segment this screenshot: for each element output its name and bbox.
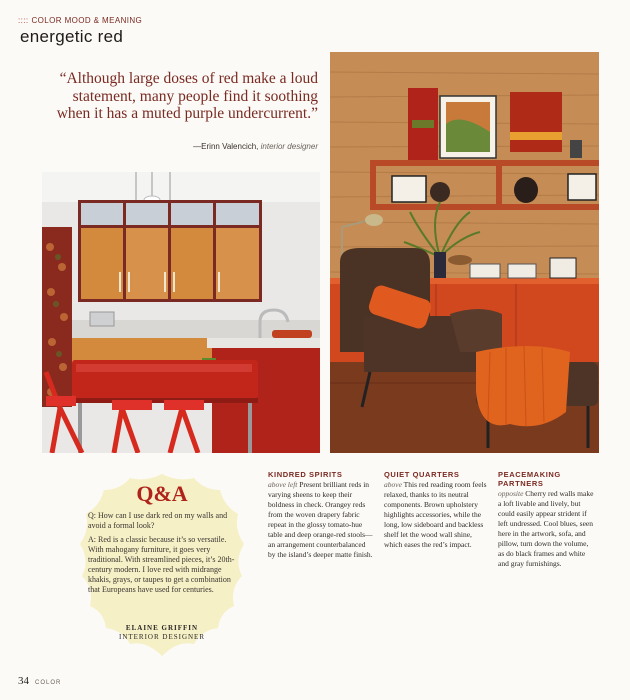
caption-text: This red reading room feels relaxed, thanks to its neutral components. Brown upholstery highlights accessories, while the long, low sideboard and backless shelf let the wood wall shine, which eases the red’s impact. — [384, 480, 487, 549]
qa-title: Q&A — [136, 481, 188, 506]
quote-role: interior designer — [260, 142, 318, 151]
qa-answer: A: Red is a classic because it’s so versatile. With mahogany furniture, it goes very traditional. With streamlined pieces, it’s 20th-century modern. I love red with midrange khakis, grays, or taupes to get a combination that Europeans have used for centuries. — [88, 535, 235, 594]
caption-kindred-spirits — [268, 470, 374, 560]
kicker-dots: :::: — [18, 16, 29, 25]
quote-author: —Erinn Valencich, — [193, 142, 259, 151]
magazine-name: COLOR — [35, 680, 62, 686]
page-footer — [18, 675, 61, 687]
caption-heading: KINDRED SPIRITS — [268, 470, 343, 479]
caption-text: Cherry red walls make a loft livable and lively, but could easily appear strident if left undressed. Cool blues, seen here in the artwork, sofa, and pillow, turn down the volume, as do black frames and white and gray furnishings. — [498, 489, 594, 568]
page-number: 34 — [18, 675, 29, 687]
caption-body — [384, 480, 490, 550]
caption-text: Present brilliant reds in varying sheens to keep their boldness in check. Orangey reds from the woven drapery fabric repeat in the glossy tomato-hue table and deep orange-red stools—an arrangement counterbalanced by the island’s deeper matte finish. — [268, 480, 373, 559]
kitchen-photo — [42, 172, 320, 453]
caption-locator: above left — [268, 480, 298, 489]
reading-room-photo — [330, 52, 599, 453]
page-title: energetic red — [20, 27, 124, 46]
caption-quiet-quarters — [384, 470, 490, 550]
caption-body — [268, 480, 374, 560]
qa-question: Q: How can I use dark red on my walls and avoid a formal look? — [88, 511, 228, 530]
caption-peacemaking-partners — [498, 470, 596, 569]
section-kicker — [18, 16, 142, 25]
caption-locator: opposite — [498, 489, 524, 498]
qa-expert-role: INTERIOR DESIGNER — [118, 633, 206, 641]
caption-locator: above — [384, 480, 402, 489]
caption-heading: PEACEMAKING PARTNERS — [498, 470, 561, 488]
caption-heading: QUIET QUARTERS — [384, 470, 460, 479]
quote-attribution — [60, 142, 318, 151]
caption-body — [498, 489, 596, 569]
pull-quote: “Although large doses of red make a loud statement, many people find it soothing when it has a muted purple undercurrent.” — [56, 70, 318, 122]
kicker-label: COLOR MOOD & MEANING — [31, 16, 143, 25]
qa-expert-name: ELAINE GRIFFIN — [125, 624, 199, 632]
